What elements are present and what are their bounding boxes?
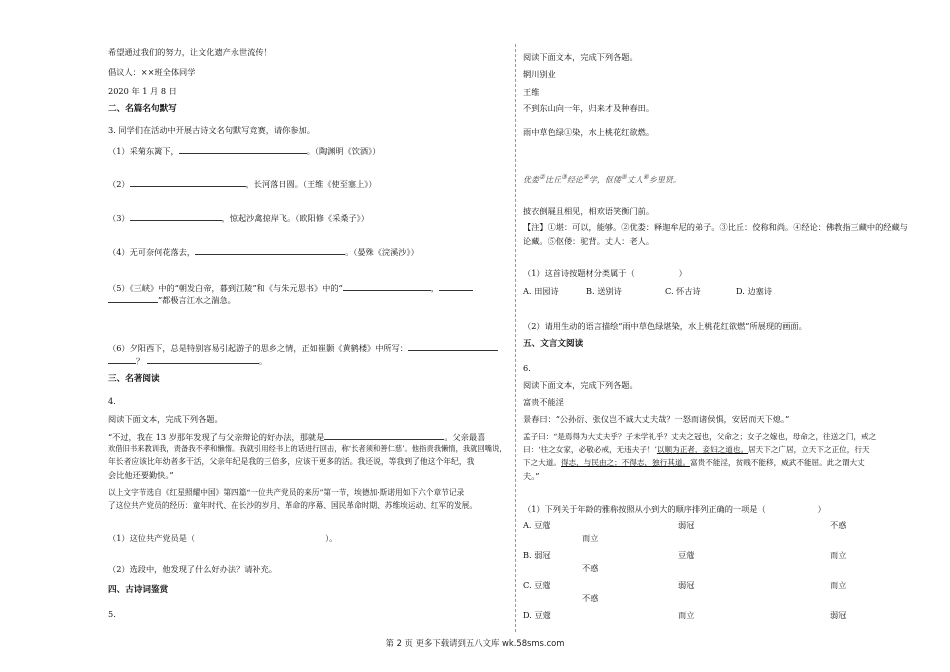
poem-author: 王维 (523, 87, 540, 97)
passage-title: 富贵不能淫 (523, 397, 564, 407)
passage-line: 下之大道。得志，与民由之；不得志，独行其道。富贵不能淫，贫贱不能移，威武不能屈。此之谓大丈 (523, 458, 865, 467)
passage-line: 了这位共产党员的经历：童年时代、在长沙的岁月、革命的序幕、国民革命时期、苏维埃运动、红军的发展。 (108, 501, 478, 510)
question-3: 3. 同学们在活动中开展古诗文名句默写竞赛，请你参加。 (108, 125, 315, 135)
answer-blank[interactable] (147, 354, 259, 364)
option-c[interactable]: C. 怀古诗 (665, 286, 701, 296)
poem-line: 优娄②比丘③经论④学，伛偻⑤丈人⑥乡里贤。 (523, 173, 681, 185)
text-line: 希望通过我们的努力，让文化遗产永世流传！ (108, 47, 272, 57)
text-line: 阅读下面文本，完成下列各题。 (523, 380, 638, 390)
note-line: 论藏。⑤伛偻：驼背。丈人：老人。 (523, 236, 655, 246)
page-footer: 第 2 页 更多下载请到五八文库 wk.58sms.com (385, 638, 565, 648)
section-heading: 四、古诗词鉴赏 (108, 585, 169, 595)
text-line: 2020 年 1 月 8 日 (108, 86, 177, 96)
passage-line: 曰：‘往之女家，必敬必戒，无违夫子！’以顺为正者，妾妇之道也。居天下之广居，立天下之正位，行天 (523, 445, 870, 454)
question-5-1: （1）这首诗按题材分类属于（ ） (523, 268, 687, 278)
passage-line: 年长者应该比年幼者多干活，父亲年纪是我的三倍多，应该干更多的活。我还说，等我到了他这个年纪，我 (108, 457, 475, 466)
poem-title: 辋川别业 (523, 69, 556, 79)
passage-line: 会比他还要勤快。” (108, 470, 174, 480)
text-line: 阅读下面文本，完成下列各题。 (108, 414, 223, 424)
note-marker: ① (563, 127, 573, 137)
answer-blank[interactable] (439, 281, 473, 291)
question-3-4: （4）无可奈何花落去， 。（晏殊《浣溪沙》） (108, 247, 419, 257)
question-3-5: （5）《三峡》中的“朝发白帝，暮到江陵”和《与朱元思书》中的“ ， (108, 281, 473, 294)
passage-line: 欢借旧书来教训我，责备我不孝和懒惰。我就引用经书上的话进行回击，称‘长者须和善仁慈’。他指责我懒惰，我就回嘴说， (108, 444, 507, 453)
option-b[interactable]: B. 送别诗 (586, 286, 622, 296)
passage-line: 景春曰：“公孙衍、张仪岂不诚大丈夫哉？一怒而诸侯惧，安居而天下熄。” (523, 414, 790, 424)
question-3-6-cont: ？ 。 (108, 354, 267, 367)
question-5-2: （2）请用生动的语言描绘“雨中草色绿堪染，水上桃花红欲燃”所展现的画面。 (523, 321, 807, 331)
question-4-2: （2）选段中，他发现了什么好办法？请补充。 (108, 564, 277, 574)
answer-blank[interactable] (130, 211, 222, 221)
question-6-1: （1）下列关于年龄的雅称按照从小到大的顺序排列正确的一项是（ ） (523, 504, 826, 514)
answer-blank[interactable] (324, 430, 444, 440)
question-3-3: （3） ，惊起沙禽掠岸飞。（欧阳修《采桑子》） (108, 213, 369, 223)
answer-blank[interactable] (130, 177, 246, 187)
question-3-1: （1）采菊东篱下， 。（陶渊明《饮酒》） (108, 146, 381, 156)
text-line: 阅读下面文本，完成下列各题。 (523, 52, 638, 62)
passage-line: “不过，我在 13 岁那年发现了与父亲辩论的好办法，那就是 。父亲最喜 (108, 432, 486, 442)
poem-line: 披衣倒屣且相见，相欢语笑衡门前。 (523, 206, 655, 216)
answer-blank[interactable] (343, 281, 431, 291)
question-4-1: （1）这位共产党员是（ ）。 (108, 533, 338, 543)
section-heading: 五、文言文阅读 (523, 339, 584, 349)
answer-blank[interactable] (195, 245, 345, 255)
question-3-6: （6）夕阳西下，总是特别容易引起游子的思乡之情，正如崔颢《黄鹤楼》中所写： (108, 341, 498, 354)
text-line: 倡议人：××班全体同学 (108, 67, 196, 77)
option-a[interactable]: A. 田园诗 (523, 286, 559, 296)
passage-line: 以上文字节选自《红星照耀中国》第四篇“一位共产党员的来历”第一节，埃德加·斯诺用如下六个章节记录 (108, 488, 465, 497)
question-6: 6. (523, 363, 531, 373)
question-5: 5. (108, 609, 116, 619)
section-heading: 三、名著阅读 (108, 374, 160, 384)
passage-line: 夫。” (523, 471, 540, 481)
answer-blank[interactable] (108, 354, 136, 364)
section-heading: 二、名篇名句默写 (108, 104, 177, 114)
note-line: 【注】①堪：可以，能够。②优娄：释迦牟尼的弟子。③比丘：佼称和尚。④经论：佛教指三藏中的经藏与 (523, 222, 908, 232)
poem-line: 雨中草色绿①染，水上桃花红欲燃。 (523, 127, 655, 137)
passage-line: 孟子曰：“是焉得为大丈夫乎？子未学礼乎？丈夫之冠也，父命之；女子之嫁也，母命之，往送之门，戒之 (523, 432, 877, 441)
answer-blank[interactable] (108, 293, 158, 303)
option-d[interactable]: D. 边塞诗 (736, 286, 773, 296)
question-3-2: （2） ，长河落日圆。（王维《使至塞上》） (108, 179, 377, 189)
question-4: 4. (108, 396, 116, 406)
answer-blank[interactable] (408, 341, 498, 351)
column-divider (515, 44, 516, 632)
answer-blank[interactable] (179, 144, 307, 154)
poem-line: 不到东山向一年，归来才及种春田。 (523, 103, 655, 113)
question-3-5-cont: ”都极言江水之湍急。 (108, 293, 236, 306)
